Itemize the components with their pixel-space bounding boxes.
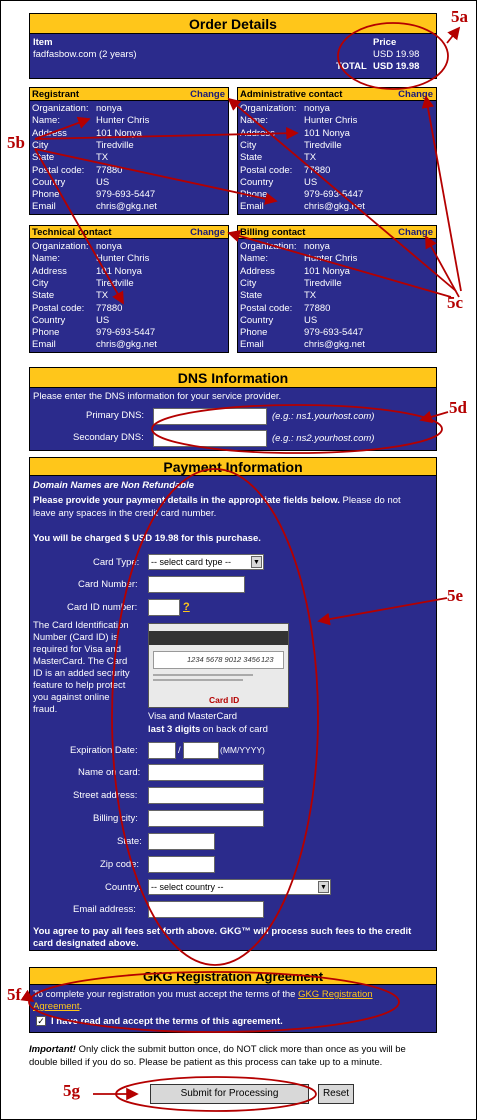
technical-contact-header: [30, 226, 228, 239]
annotation-5f: 5f: [7, 985, 22, 1004]
registrant-email-label: Email: [32, 201, 56, 213]
billing-contact-postal-code-label: Postal code:: [240, 302, 293, 314]
technical-contact-organization-value: nonya: [96, 241, 122, 252]
technical-contact-address-label: Address: [32, 265, 67, 277]
agreement-checkbox[interactable]: ✓: [37, 1016, 45, 1026]
agreement-checkbox-label: I have read and accept the terms of this agreement.: [51, 1016, 283, 1027]
technical-contact-phone-label: Phone: [32, 327, 60, 339]
annotation-5c: 5c: [447, 293, 464, 312]
administrative-contact-change-link[interactable]: Change: [398, 89, 433, 100]
email-address-label: Email address:: [73, 904, 136, 915]
card-type-value: -- select card type --: [151, 557, 232, 567]
zip-code-input[interactable]: [148, 856, 215, 873]
important-notice-line2: double billed if you do so. Please be patient as this process can take up to a minute.: [29, 1057, 383, 1068]
agreement-panel: [29, 967, 437, 1033]
billing-contact-organization-label: Organization:: [240, 241, 297, 252]
magnetic-stripe: [149, 631, 288, 645]
sample-card-id: 123: [261, 655, 274, 664]
card-type-label: Card Type:: [93, 557, 140, 568]
technical-contact-postal-code-value: 77880: [96, 302, 123, 314]
billing-contact-state-value: TX: [304, 290, 317, 302]
administrative-contact-phone-label: Phone: [240, 189, 268, 201]
registrant-state-label: State: [32, 152, 55, 164]
billing-contact-postal-code-value: 77880: [304, 302, 331, 314]
important-notice: [29, 1044, 406, 1055]
technical-contact-title: Technical contact: [32, 227, 112, 238]
payment-title: Payment Information: [30, 458, 436, 476]
agreement-text-end: .: [79, 1001, 83, 1012]
billing-city-input[interactable]: [148, 810, 264, 827]
payment-instructions-rest: Please do not: [339, 495, 401, 506]
payment-instructions-line2: leave any spaces in the credit card number.: [33, 508, 217, 519]
technical-contact-city-label: City: [32, 277, 49, 289]
billing-contact-address-value: 101 Nonya: [304, 265, 350, 277]
annotation-5a: 5a: [451, 7, 468, 26]
card-id-note-line: feature to help protect: [33, 680, 126, 691]
card-id-note-line: required for Visa and: [33, 644, 122, 655]
technical-contact-email-value: chris@gkg.net: [96, 339, 157, 351]
payment-instructions: [33, 495, 401, 506]
annotation-5e: 5e: [447, 586, 464, 605]
street-address-input[interactable]: [148, 787, 264, 804]
state-input[interactable]: [148, 833, 215, 850]
registrant-phone-label: Phone: [32, 189, 60, 201]
expiration-month-input[interactable]: [148, 742, 176, 759]
agreement-text-line2: [33, 1001, 82, 1012]
technical-contact-name-value: Hunter Chris: [96, 253, 150, 265]
billing-contact-city-label: City: [240, 277, 257, 289]
item-header: Item: [33, 37, 53, 48]
billing-contact-name-label: Name:: [240, 253, 268, 265]
billing-contact-country-label: Country: [240, 314, 274, 326]
state-label: State:: [117, 836, 142, 847]
secondary-dns-input[interactable]: [153, 430, 267, 447]
administrative-contact-postal-code-label: Postal code:: [240, 164, 293, 176]
card-id-note-line: The Card Identification: [33, 620, 129, 631]
billing-contact-change-link[interactable]: Change: [398, 227, 433, 238]
agreement-title: GKG Registration Agreement: [30, 968, 436, 985]
technical-contact-city-value: Tiredville: [96, 277, 134, 289]
technical-contact-state-value: TX: [96, 290, 109, 302]
registrant-email-value: chris@gkg.net: [96, 201, 157, 213]
agree-text-line1: You agree to pay all fees set forth above. GKG™ will process such fees to the credit: [33, 926, 412, 937]
billing-contact-email-value: chris@gkg.net: [304, 339, 365, 351]
billing-contact-phone-value: 979-693-5447: [304, 327, 364, 339]
administrative-contact-city-value: Tiredville: [304, 139, 342, 151]
technical-contact-country-label: Country: [32, 314, 66, 326]
billing-contact-email-label: Email: [240, 339, 264, 351]
billing-contact-header: [238, 226, 436, 239]
technical-contact-state-label: State: [32, 290, 55, 302]
technical-contact-name-label: Name:: [32, 253, 60, 265]
administrative-contact-title: Administrative contact: [240, 89, 343, 100]
card-number-label: Card Number:: [78, 579, 138, 590]
important-text: Only click the submit button once, do NOT click more than once as you will be: [75, 1044, 406, 1055]
agree-text-line2: card designated above.: [33, 938, 139, 949]
country-label: Country:: [105, 882, 141, 893]
card-id-note-line: fraud.: [33, 704, 58, 715]
registrant-title: Registrant: [32, 89, 79, 100]
administrative-contact-state-label: State: [240, 152, 263, 164]
chevron-down-icon: ▼: [251, 556, 262, 568]
registrant-organization-label: Organization:: [32, 103, 89, 114]
billing-contact-address-label: Address: [240, 265, 275, 277]
country-select[interactable]: [148, 879, 331, 895]
technical-contact-panel: [29, 225, 229, 353]
primary-dns-input[interactable]: [153, 408, 267, 425]
primary-dns-label: Primary DNS:: [86, 410, 145, 421]
name-on-card-label: Name on card:: [78, 767, 141, 778]
secondary-dns-example: (e.g.: ns2.yourhost.com): [272, 433, 375, 444]
total-label: TOTAL: [336, 61, 367, 72]
registrant-city-value: Tiredville: [96, 139, 134, 151]
submit-button[interactable]: Submit for Processing: [150, 1084, 309, 1104]
administrative-contact-name-value: Hunter Chris: [304, 115, 358, 127]
card-id-help-link[interactable]: ?: [183, 601, 190, 613]
card-id-note-line: you against online: [33, 692, 110, 703]
administrative-contact-country-value: US: [304, 176, 318, 188]
administrative-contact-header: [238, 88, 436, 101]
administrative-contact-city-label: City: [240, 139, 257, 151]
technical-contact-country-value: US: [96, 314, 110, 326]
technical-contact-phone-value: 979-693-5447: [96, 327, 156, 339]
card-fine-print: [153, 679, 243, 681]
card-type-select[interactable]: [148, 554, 264, 570]
registrant-phone-value: 979-693-5447: [96, 189, 156, 201]
administrative-contact-organization-label: Organization:: [240, 103, 297, 114]
registrant-postal-code-label: Postal code:: [32, 164, 85, 176]
sample-card-number: 1234 5678 9012 3456: [187, 655, 260, 664]
card-number-input[interactable]: [148, 576, 245, 593]
agreement-link-cont[interactable]: Agreement: [33, 1001, 80, 1012]
registrant-change-link[interactable]: Change: [190, 89, 225, 100]
billing-contact-organization-value: nonya: [304, 241, 330, 252]
expiration-label: Expiration Date:: [70, 745, 138, 756]
billing-contact-title: Billing contact: [240, 227, 306, 238]
dns-panel: [29, 367, 437, 451]
agreement-text: [33, 989, 373, 1000]
billing-contact-name-value: Hunter Chris: [304, 253, 358, 265]
card-caption-2: [148, 724, 268, 735]
administrative-contact-address-value: 101 Nonya: [304, 127, 350, 139]
card-id-note-line: Number (Card ID) is: [33, 632, 118, 643]
administrative-contact-country-label: Country: [240, 176, 274, 188]
administrative-contact-email-value: chris@gkg.net: [304, 201, 365, 213]
registrant-city-label: City: [32, 139, 49, 151]
card-caption-2-rest: on back of card: [200, 724, 268, 735]
registrant-address-label: Address: [32, 127, 67, 139]
charge-amount: You will be charged $ USD 19.98 for this purchase.: [33, 533, 261, 544]
order-details-panel: [29, 13, 437, 79]
order-price: USD 19.98: [373, 49, 420, 60]
registrant-organization-value: nonya: [96, 103, 122, 114]
registrant-name-value: Hunter Chris: [96, 115, 150, 127]
secondary-dns-label: Secondary DNS:: [73, 432, 144, 443]
administrative-contact-phone-value: 979-693-5447: [304, 189, 364, 201]
card-id-note-line: ID is an added security: [33, 668, 130, 679]
technical-contact-postal-code-label: Postal code:: [32, 302, 85, 314]
expiration-format: (MM/YYYY): [220, 745, 265, 755]
card-caption-2-bold: last 3 digits: [148, 724, 201, 735]
administrative-contact-email-label: Email: [240, 201, 264, 213]
card-fine-print: [153, 674, 253, 676]
registrant-country-value: US: [96, 176, 110, 188]
card-caption-1: Visa and MasterCard: [148, 711, 238, 722]
administrative-contact-postal-code-value: 77880: [304, 164, 331, 176]
registrant-postal-code-value: 77880: [96, 164, 123, 176]
card-id-caption: Card ID: [209, 695, 240, 705]
billing-city-label: Billing city:: [93, 813, 138, 824]
technical-contact-address-value: 101 Nonya: [96, 265, 142, 277]
billing-contact-state-label: State: [240, 290, 263, 302]
annotation-5d: 5d: [449, 398, 467, 417]
card-id-label: Card ID number:: [67, 602, 138, 613]
registrant-header: [30, 88, 228, 101]
card-id-note-line: MasterCard. The Card: [33, 656, 128, 667]
technical-contact-change-link[interactable]: Change: [190, 227, 225, 238]
price-header: Price: [373, 37, 397, 48]
expiration-separator: /: [178, 745, 181, 756]
dns-title: DNS Information: [30, 368, 436, 388]
administrative-contact-state-value: TX: [304, 152, 317, 164]
technical-contact-email-label: Email: [32, 339, 56, 351]
street-address-label: Street address:: [73, 790, 138, 801]
dns-intro: Please enter the DNS information for your service provider.: [33, 391, 282, 402]
order-total: USD 19.98: [373, 61, 420, 72]
country-value: -- select country --: [151, 882, 224, 892]
agreement-link[interactable]: GKG Registration: [298, 989, 373, 1000]
registrant-country-label: Country: [32, 176, 66, 188]
primary-dns-example: (e.g.: ns1.yourhost.com): [272, 411, 375, 422]
chevron-down-icon: ▼: [318, 881, 329, 893]
reset-button[interactable]: Reset: [318, 1084, 354, 1104]
registrant-state-value: TX: [96, 152, 109, 164]
agreement-text-start: To complete your registration you must accept the terms of the: [33, 989, 299, 1000]
registrant-name-label: Name:: [32, 115, 60, 127]
payment-panel: [29, 457, 437, 951]
annotation-5b: 5b: [7, 133, 25, 152]
billing-contact-panel: [237, 225, 437, 353]
order-item: fadfasbow.com (2 years): [33, 49, 137, 60]
technical-contact-organization-label: Organization:: [32, 241, 89, 252]
expiration-year-input[interactable]: [183, 742, 219, 759]
card-back-image: [148, 623, 289, 708]
nonrefundable-notice: Domain Names are Non Refundable: [33, 480, 195, 491]
administrative-contact-panel: [237, 87, 437, 215]
important-label: Important!: [29, 1044, 76, 1055]
card-id-note: [33, 620, 130, 716]
order-details-title: Order Details: [30, 14, 436, 34]
annotation-5g: 5g: [63, 1081, 80, 1100]
registrant-panel: [29, 87, 229, 215]
administrative-contact-organization-value: nonya: [304, 103, 330, 114]
name-on-card-input[interactable]: [148, 764, 264, 781]
annotation-arrow-5a: [447, 28, 459, 43]
payment-instructions-bold: Please provide your payment details in the appropriate fields below.: [33, 495, 340, 506]
billing-contact-country-value: US: [304, 314, 318, 326]
administrative-contact-name-label: Name:: [240, 115, 268, 127]
billing-contact-city-value: Tiredville: [304, 277, 342, 289]
administrative-contact-address-label: Address: [240, 127, 275, 139]
email-address-input[interactable]: [148, 901, 264, 918]
zip-code-label: Zip code:: [100, 859, 140, 870]
registrant-address-value: 101 Nonya: [96, 127, 142, 139]
card-id-input[interactable]: [148, 599, 180, 616]
billing-contact-phone-label: Phone: [240, 327, 268, 339]
